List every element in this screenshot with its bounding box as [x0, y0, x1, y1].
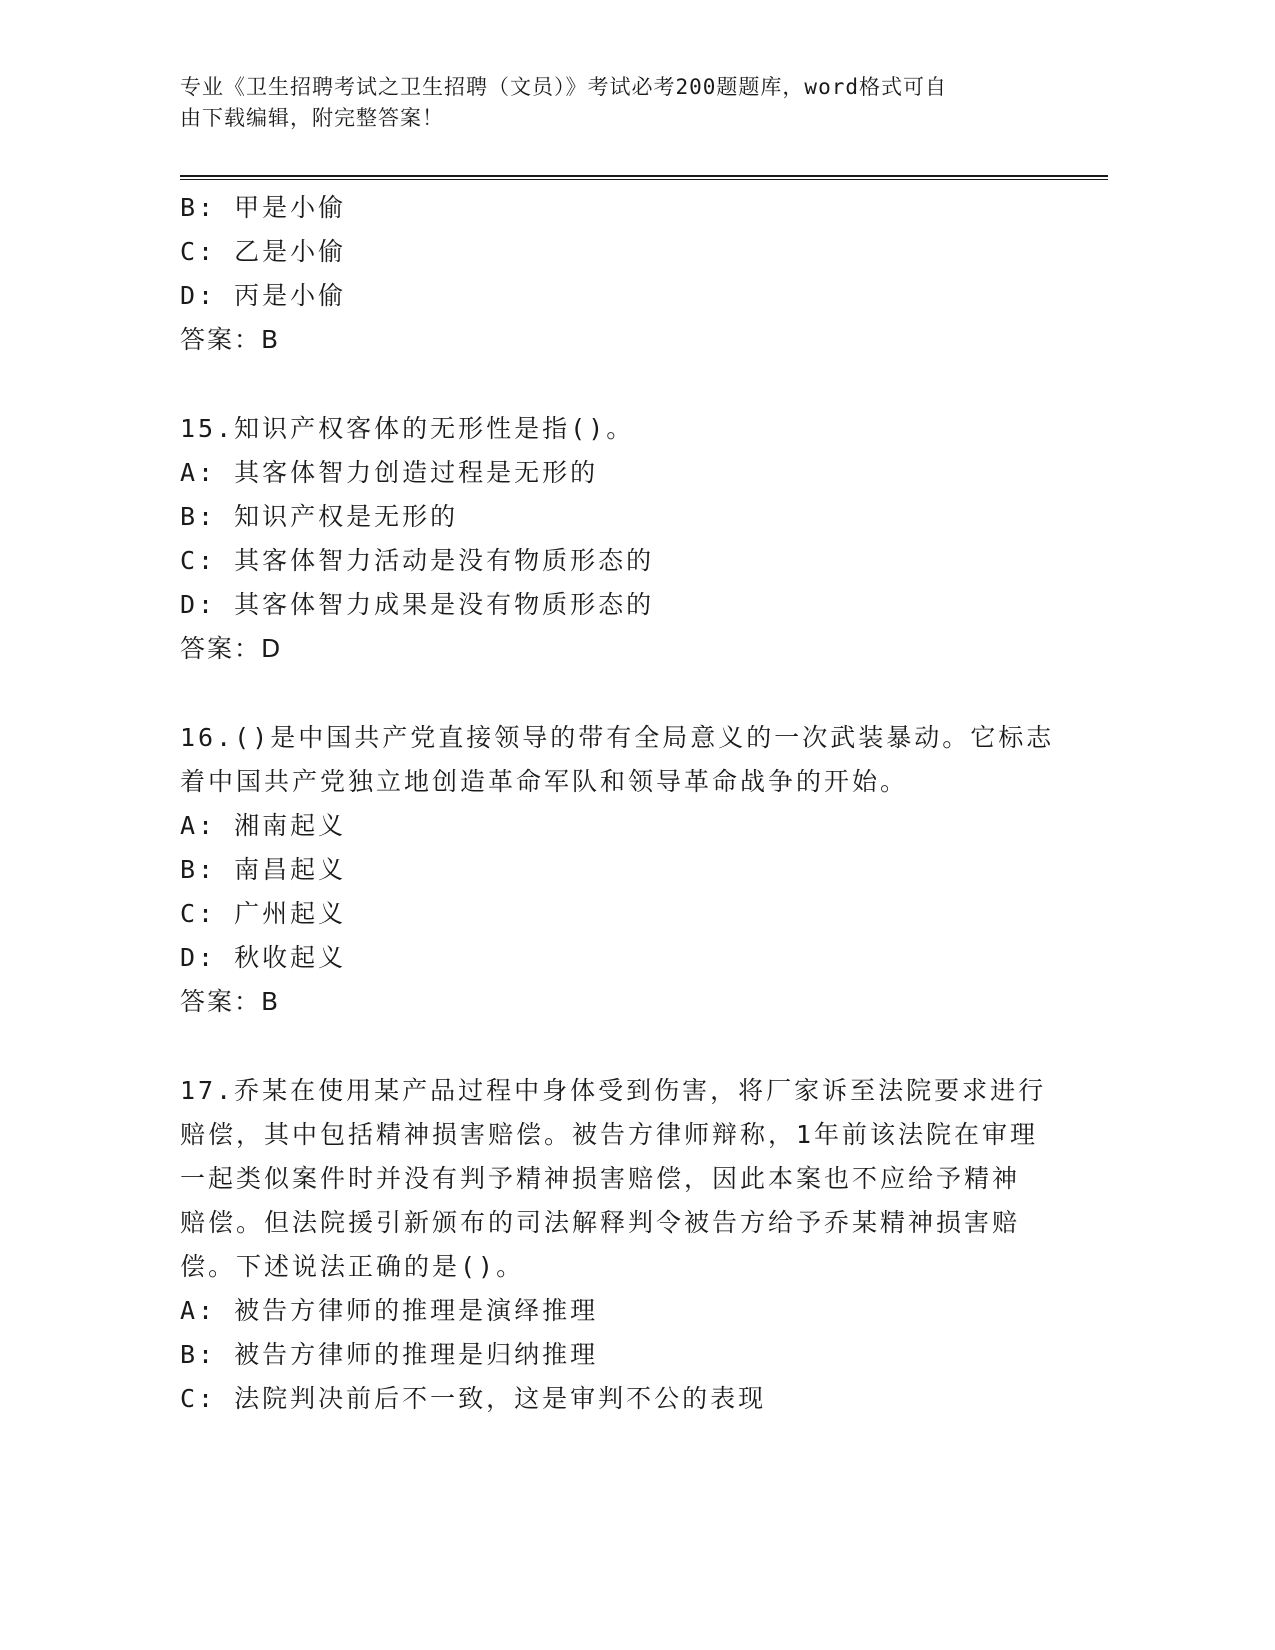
question-17 — [180, 1069, 1080, 1421]
question-stem: 15.知识产权客体的无形性是指()。 — [180, 414, 635, 443]
option-a: A: 其客体智力创造过程是无形的 — [180, 458, 599, 487]
answer-label: 答案：B — [180, 987, 281, 1016]
option-d: D: 丙是小偷 — [180, 281, 347, 310]
option-c: C: 乙是小偷 — [180, 237, 347, 266]
spacer — [180, 671, 1080, 716]
question-stem-line: 赔偿。但法院援引新颁布的司法解释判令被告方给予乔某精神损害赔 — [180, 1208, 1021, 1237]
option-b: B: 南昌起义 — [180, 855, 347, 884]
document-header — [180, 72, 1060, 134]
option-b: B: 知识产权是无形的 — [180, 502, 459, 531]
question-list — [180, 186, 1080, 1421]
header-line-1: 专业《卫生招聘考试之卫生招聘（文员）》考试必考200题题库，word格式可自 — [180, 75, 947, 99]
header-line-2: 由下载编辑，附完整答案！ — [180, 106, 444, 130]
spacer — [180, 1024, 1080, 1069]
option-b: B: 被告方律师的推理是归纳推理 — [180, 1340, 599, 1369]
header-divider — [180, 175, 1108, 180]
option-b: B: 甲是小偷 — [180, 193, 347, 222]
option-c: C: 法院判决前后不一致，这是审判不公的表现 — [180, 1384, 767, 1413]
question-stem-line: 16.()是中国共产党直接领导的带有全局意义的一次武装暴动。它标志 — [180, 723, 1055, 752]
question-stem-line: 17.乔某在使用某产品过程中身体受到伤害，将厂家诉至法院要求进行 — [180, 1076, 1047, 1105]
question-stem-line: 赔偿，其中包括精神损害赔偿。被告方律师辩称，1年前该法院在审理 — [180, 1120, 1039, 1149]
option-c: C: 广州起义 — [180, 899, 347, 928]
answer-label: 答案：B — [180, 325, 281, 354]
option-d: D: 秋收起义 — [180, 943, 347, 972]
question-16 — [180, 716, 1080, 1024]
question-stem-line: 一起类似案件时并没有判予精神损害赔偿，因此本案也不应给予精神 — [180, 1164, 1021, 1193]
option-a: A: 被告方律师的推理是演绎推理 — [180, 1296, 599, 1325]
question-stem-line: 偿。下述说法正确的是()。 — [180, 1252, 525, 1281]
option-c: C: 其客体智力活动是没有物质形态的 — [180, 546, 655, 575]
spacer — [180, 362, 1080, 407]
answer-label: 答案：D — [180, 634, 283, 663]
question-stem-line: 着中国共产党独立地创造革命军队和领导革命战争的开始。 — [180, 767, 909, 796]
question-15 — [180, 407, 1080, 671]
option-a: A: 湘南起义 — [180, 811, 347, 840]
option-d: D: 其客体智力成果是没有物质形态的 — [180, 590, 655, 619]
question-14-tail — [180, 186, 1080, 362]
